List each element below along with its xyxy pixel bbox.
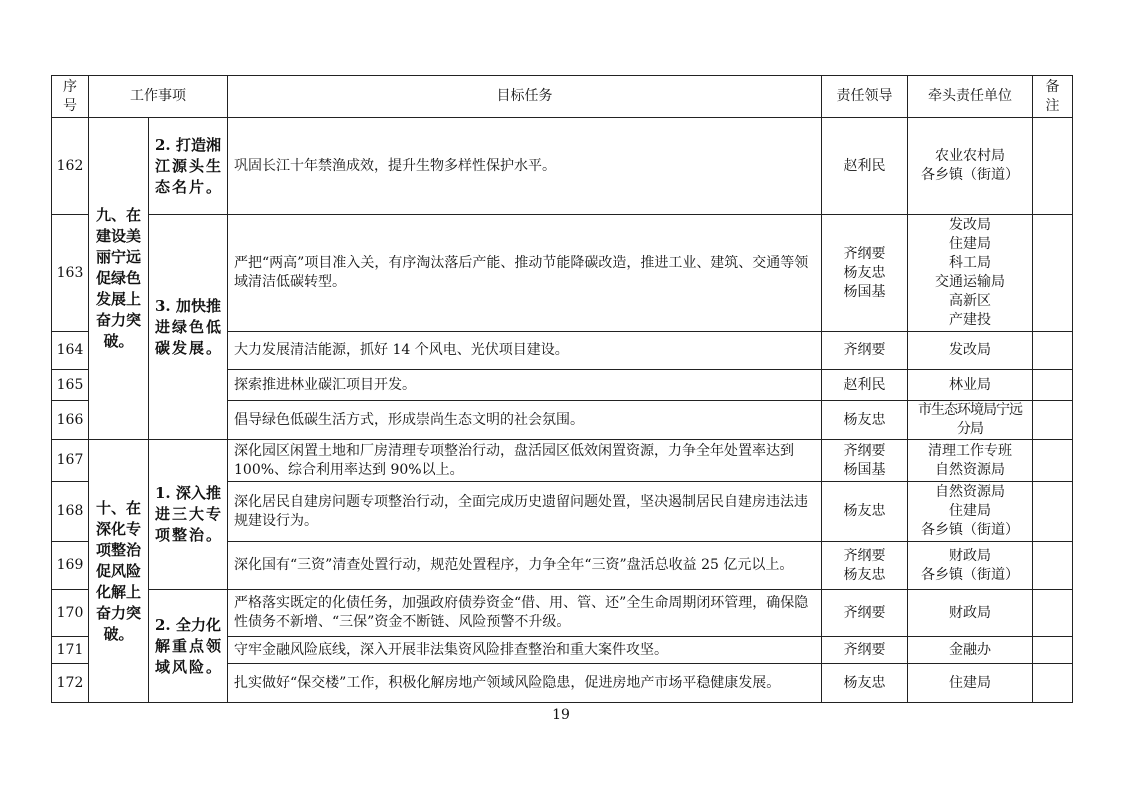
- header-target: 目标任务: [228, 76, 822, 118]
- task-text: 严把“两高”项目准入关，有序淘汰落后产能、推动节能降碳改造，推进工业、建筑、交通等领域清洁低碳转型。: [228, 215, 822, 332]
- task-text: 深化居民自建房问题专项整治行动，全面完成历史遗留问题处置，坚决遏制居民自建房违法违规建设行为。: [228, 482, 822, 542]
- row-number: 169: [52, 542, 89, 590]
- row-number: 171: [52, 637, 89, 664]
- task-text: 严格落实既定的化债任务，加强政府债券资金“借、用、管、还”全生命周期闭环管理，确保隐性债务不新增、“三保”资金不断链、风险预警不升级。: [228, 590, 822, 637]
- responsible-leader: 齐纲要: [822, 590, 908, 637]
- task-text: 扎实做好“保交楼”工作，积极化解房地产领域风险隐患，促进房地产市场平稳健康发展。: [228, 664, 822, 703]
- responsible-leader: 齐纲要: [822, 332, 908, 370]
- note-cell: [1033, 118, 1073, 215]
- table-row: [52, 118, 1073, 215]
- table-row: [52, 590, 1073, 637]
- note-cell: [1033, 440, 1073, 482]
- header-row: [52, 76, 1073, 118]
- responsible-leader: 赵利民: [822, 370, 908, 401]
- table-row: [52, 440, 1073, 482]
- row-number: 172: [52, 664, 89, 703]
- lead-unit: 市生态环境局宁远分局: [908, 401, 1033, 440]
- row-number: 163: [52, 215, 89, 332]
- lead-unit: 财政局 各乡镇（街道）: [908, 542, 1033, 590]
- category-ten: 十、在深化专项整治促风险化解上奋力突破。: [89, 440, 149, 703]
- responsible-leader: 杨友忠: [822, 482, 908, 542]
- header-leader: 责任领导: [822, 76, 908, 118]
- row-number: 165: [52, 370, 89, 401]
- row-number: 167: [52, 440, 89, 482]
- lead-unit: 农业农村局 各乡镇（街道）: [908, 118, 1033, 215]
- lead-unit: 林业局: [908, 370, 1033, 401]
- lead-unit: 发改局 住建局 科工局 交通运输局 高新区 产建投: [908, 215, 1033, 332]
- subitem-9-2: 2. 打造湘江源头生态名片。: [149, 118, 228, 215]
- header-item: 工作事项: [89, 76, 228, 118]
- row-number: 162: [52, 118, 89, 215]
- note-cell: [1033, 637, 1073, 664]
- task-text: 深化国有“三资”清查处置行动，规范处置程序，力争全年“三资”盘活总收益 25 亿元以上。: [228, 542, 822, 590]
- task-text: 巩固长江十年禁渔成效，提升生物多样性保护水平。: [228, 118, 822, 215]
- responsible-leader: 齐纲要 杨友忠: [822, 542, 908, 590]
- note-cell: [1033, 482, 1073, 542]
- header-unit: 牵头责任单位: [908, 76, 1033, 118]
- responsible-leader: 齐纲要: [822, 637, 908, 664]
- note-cell: [1033, 664, 1073, 703]
- row-number: 168: [52, 482, 89, 542]
- lead-unit: 财政局: [908, 590, 1033, 637]
- work-task-table: [51, 75, 1073, 703]
- note-cell: [1033, 542, 1073, 590]
- table-row: [52, 215, 1073, 332]
- responsible-leader: 赵利民: [822, 118, 908, 215]
- header-seq: 序号: [52, 76, 89, 118]
- lead-unit: 金融办: [908, 637, 1033, 664]
- note-cell: [1033, 590, 1073, 637]
- note-cell: [1033, 332, 1073, 370]
- responsible-leader: 齐纲要 杨国基: [822, 440, 908, 482]
- subitem-10-2: 2. 全力化解重点领域风险。: [149, 590, 228, 703]
- task-text: 倡导绿色低碳生活方式，形成崇尚生态文明的社会氛围。: [228, 401, 822, 440]
- note-cell: [1033, 401, 1073, 440]
- task-text: 深化园区闲置土地和厂房清理专项整治行动，盘活园区低效闲置资源，力争全年处置率达到 100%、综合利用率达到 90%以上。: [228, 440, 822, 482]
- row-number: 170: [52, 590, 89, 637]
- lead-unit: 自然资源局 住建局 各乡镇（街道）: [908, 482, 1033, 542]
- row-number: 166: [52, 401, 89, 440]
- task-text: 大力发展清洁能源，抓好 14 个风电、光伏项目建设。: [228, 332, 822, 370]
- category-nine: 九、在建设美丽宁远促绿色发展上奋力突破。: [89, 118, 149, 440]
- subitem-10-1: 1. 深入推进三大专项整治。: [149, 440, 228, 590]
- note-cell: [1033, 370, 1073, 401]
- header-note: 备注: [1033, 76, 1073, 118]
- responsible-leader: 齐纲要 杨友忠 杨国基: [822, 215, 908, 332]
- lead-unit: 清理工作专班 自然资源局: [908, 440, 1033, 482]
- note-cell: [1033, 215, 1073, 332]
- responsible-leader: 杨友忠: [822, 664, 908, 703]
- task-text: 守牢金融风险底线，深入开展非法集资风险排查整治和重大案件攻坚。: [228, 637, 822, 664]
- responsible-leader: 杨友忠: [822, 401, 908, 440]
- lead-unit: 发改局: [908, 332, 1033, 370]
- page-number: 19: [552, 707, 570, 723]
- lead-unit: 住建局: [908, 664, 1033, 703]
- subitem-9-3: 3. 加快推进绿色低碳发展。: [149, 215, 228, 440]
- row-number: 164: [52, 332, 89, 370]
- task-text: 探索推进林业碳汇项目开发。: [228, 370, 822, 401]
